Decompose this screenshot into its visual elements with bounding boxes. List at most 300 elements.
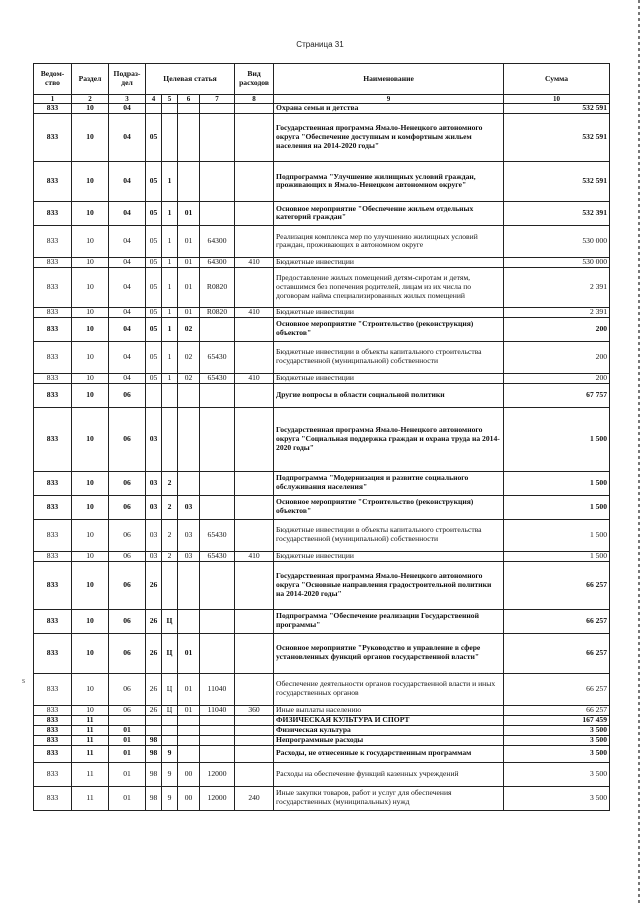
- table-row: [34, 257, 610, 267]
- table-row: [34, 745, 610, 762]
- name-cell: Основное мероприятие "Руководство и управление в сфере установленных функций органов государственной власти": [274, 633, 504, 673]
- direction-cell: [200, 745, 235, 762]
- podrazdel-cell: 06: [109, 495, 146, 519]
- program-cell: 98: [146, 735, 162, 745]
- column-number: 4: [146, 95, 162, 104]
- sum-cell: 2 391: [504, 307, 610, 317]
- subprogram-cell: [162, 561, 178, 609]
- direction-cell: [200, 407, 235, 471]
- vedomstvo-cell: 833: [34, 715, 72, 725]
- program-cell: 05: [146, 161, 162, 201]
- name-cell: Государственная программа Ямало-Ненецкого автономного округа "Социальная поддержка граждан и охрана труда на 2014-2020 годы": [274, 407, 504, 471]
- table-row: [34, 373, 610, 383]
- razdel-cell: 11: [72, 725, 109, 735]
- table-row: [34, 735, 610, 745]
- name-cell: Бюджетные инвестиции: [274, 373, 504, 383]
- program-cell: [146, 383, 162, 407]
- sum-cell: 530 000: [504, 225, 610, 257]
- table-row: [34, 113, 610, 161]
- name-cell: Подпрограмма "Модернизация и развитие социального обслуживания населения": [274, 471, 504, 495]
- program-cell: 26: [146, 673, 162, 705]
- expense-type-cell: [235, 745, 274, 762]
- sum-cell: 200: [504, 373, 610, 383]
- podrazdel-cell: 06: [109, 561, 146, 609]
- activity-cell: 03: [178, 519, 200, 551]
- subprogram-cell: [162, 113, 178, 161]
- name-cell: Бюджетные инвестиции: [274, 257, 504, 267]
- program-cell: 05: [146, 373, 162, 383]
- activity-cell: 02: [178, 341, 200, 373]
- name-cell: Другие вопросы в области социальной политики: [274, 383, 504, 407]
- razdel-cell: 10: [72, 471, 109, 495]
- subprogram-cell: Ц: [162, 633, 178, 673]
- razdel-cell: 10: [72, 317, 109, 341]
- expense-type-cell: [235, 519, 274, 551]
- podrazdel-cell: 04: [109, 373, 146, 383]
- razdel-cell: 10: [72, 373, 109, 383]
- podrazdel-cell: 06: [109, 519, 146, 551]
- header-target-article: Целевая статья: [146, 64, 235, 95]
- vedomstvo-cell: 833: [34, 257, 72, 267]
- table-row: [34, 471, 610, 495]
- podrazdel-cell: [109, 715, 146, 725]
- column-number: 1: [34, 95, 72, 104]
- expense-type-cell: 240: [235, 786, 274, 810]
- direction-cell: [200, 561, 235, 609]
- program-cell: 03: [146, 407, 162, 471]
- sum-cell: 167 459: [504, 715, 610, 725]
- table-row: [34, 705, 610, 715]
- program-cell: [146, 725, 162, 735]
- vedomstvo-cell: 833: [34, 267, 72, 307]
- header-expense-type: Вид расходов: [235, 64, 274, 95]
- table-row: [34, 725, 610, 735]
- vedomstvo-cell: 833: [34, 673, 72, 705]
- column-numbers-row: [34, 95, 610, 104]
- direction-cell: 65430: [200, 341, 235, 373]
- vedomstvo-cell: 833: [34, 762, 72, 786]
- name-cell: Иные выплаты населению: [274, 705, 504, 715]
- program-cell: 05: [146, 317, 162, 341]
- activity-cell: [178, 471, 200, 495]
- direction-cell: [200, 383, 235, 407]
- activity-cell: 02: [178, 373, 200, 383]
- table-row: [34, 495, 610, 519]
- podrazdel-cell: 06: [109, 633, 146, 673]
- razdel-cell: 10: [72, 104, 109, 114]
- name-cell: Охрана семьи и детства: [274, 104, 504, 114]
- activity-cell: 01: [178, 705, 200, 715]
- sum-cell: 66 257: [504, 561, 610, 609]
- table-row: [34, 609, 610, 633]
- podrazdel-cell: 01: [109, 735, 146, 745]
- sum-cell: 532 591: [504, 104, 610, 114]
- program-cell: 98: [146, 786, 162, 810]
- sum-cell: 1 500: [504, 495, 610, 519]
- name-cell: Основное мероприятие "Строительство (реконструкция) объектов": [274, 495, 504, 519]
- subprogram-cell: [162, 715, 178, 725]
- direction-cell: 12000: [200, 762, 235, 786]
- direction-cell: 64300: [200, 225, 235, 257]
- subprogram-cell: 1: [162, 307, 178, 317]
- name-cell: Основное мероприятие "Обеспечение жильем отдельных категорий граждан": [274, 201, 504, 225]
- podrazdel-cell: 04: [109, 104, 146, 114]
- razdel-cell: 10: [72, 561, 109, 609]
- table-row: [34, 341, 610, 373]
- expense-type-cell: [235, 267, 274, 307]
- expense-type-cell: 410: [235, 257, 274, 267]
- expense-type-cell: [235, 225, 274, 257]
- activity-cell: [178, 735, 200, 745]
- vedomstvo-cell: 833: [34, 609, 72, 633]
- direction-cell: R0820: [200, 307, 235, 317]
- expense-type-cell: [235, 735, 274, 745]
- direction-cell: [200, 495, 235, 519]
- vedomstvo-cell: 833: [34, 519, 72, 551]
- sum-cell: 66 257: [504, 633, 610, 673]
- program-cell: 26: [146, 561, 162, 609]
- podrazdel-cell: 06: [109, 705, 146, 715]
- program-cell: 03: [146, 551, 162, 561]
- table-body: [34, 104, 610, 811]
- subprogram-cell: 2: [162, 551, 178, 561]
- razdel-cell: 10: [72, 161, 109, 201]
- vedomstvo-cell: 833: [34, 113, 72, 161]
- vedomstvo-cell: 833: [34, 307, 72, 317]
- subprogram-cell: 1: [162, 201, 178, 225]
- direction-cell: [200, 735, 235, 745]
- budget-table: [33, 63, 610, 811]
- table-row: [34, 307, 610, 317]
- activity-cell: [178, 609, 200, 633]
- sum-cell: 66 257: [504, 609, 610, 633]
- subprogram-cell: 1: [162, 317, 178, 341]
- razdel-cell: 10: [72, 673, 109, 705]
- program-cell: 05: [146, 257, 162, 267]
- subprogram-cell: 9: [162, 745, 178, 762]
- sum-cell: 3 500: [504, 762, 610, 786]
- table-row: [34, 104, 610, 114]
- vedomstvo-cell: 833: [34, 407, 72, 471]
- direction-cell: 11040: [200, 705, 235, 715]
- header-razdel: Раздел: [72, 64, 109, 95]
- podrazdel-cell: 04: [109, 341, 146, 373]
- direction-cell: [200, 715, 235, 725]
- activity-cell: [178, 161, 200, 201]
- subprogram-cell: 2: [162, 495, 178, 519]
- podrazdel-cell: 06: [109, 551, 146, 561]
- subprogram-cell: 1: [162, 341, 178, 373]
- podrazdel-cell: 04: [109, 317, 146, 341]
- activity-cell: [178, 561, 200, 609]
- vedomstvo-cell: 833: [34, 383, 72, 407]
- vedomstvo-cell: 833: [34, 201, 72, 225]
- name-cell: Бюджетные инвестиции в объекты капитального строительства государственной (муниципальной) собственности: [274, 519, 504, 551]
- sum-cell: 66 257: [504, 705, 610, 715]
- activity-cell: [178, 745, 200, 762]
- razdel-cell: 10: [72, 519, 109, 551]
- program-cell: 05: [146, 225, 162, 257]
- vedomstvo-cell: 833: [34, 471, 72, 495]
- margin-mark: ѕ: [22, 676, 26, 685]
- name-cell: Бюджетные инвестиции: [274, 307, 504, 317]
- direction-cell: 65430: [200, 373, 235, 383]
- activity-cell: 01: [178, 257, 200, 267]
- podrazdel-cell: 04: [109, 161, 146, 201]
- sum-cell: 3 500: [504, 745, 610, 762]
- razdel-cell: 10: [72, 407, 109, 471]
- table-row: [34, 673, 610, 705]
- activity-cell: 01: [178, 307, 200, 317]
- expense-type-cell: [235, 104, 274, 114]
- expense-type-cell: 410: [235, 551, 274, 561]
- name-cell: Непрограммные расходы: [274, 735, 504, 745]
- expense-type-cell: [235, 113, 274, 161]
- name-cell: Основное мероприятие "Строительство (реконструкция) объектов": [274, 317, 504, 341]
- direction-cell: 12000: [200, 786, 235, 810]
- column-number: 7: [200, 95, 235, 104]
- program-cell: [146, 104, 162, 114]
- table-row: [34, 633, 610, 673]
- program-cell: 26: [146, 609, 162, 633]
- razdel-cell: 10: [72, 551, 109, 561]
- table-row: [34, 715, 610, 725]
- direction-cell: [200, 609, 235, 633]
- expense-type-cell: [235, 633, 274, 673]
- subprogram-cell: [162, 725, 178, 735]
- table-row: [34, 762, 610, 786]
- program-cell: 03: [146, 519, 162, 551]
- column-number: 9: [274, 95, 504, 104]
- razdel-cell: 11: [72, 786, 109, 810]
- podrazdel-cell: 04: [109, 225, 146, 257]
- razdel-cell: 10: [72, 383, 109, 407]
- podrazdel-cell: 01: [109, 725, 146, 735]
- activity-cell: 00: [178, 762, 200, 786]
- program-cell: [146, 715, 162, 725]
- activity-cell: 03: [178, 551, 200, 561]
- podrazdel-cell: 04: [109, 307, 146, 317]
- razdel-cell: 11: [72, 745, 109, 762]
- activity-cell: 01: [178, 633, 200, 673]
- vedomstvo-cell: 833: [34, 317, 72, 341]
- name-cell: Подпрограмма "Обеспечение реализации Государственной программы": [274, 609, 504, 633]
- sum-cell: 2 391: [504, 267, 610, 307]
- name-cell: Реализация комплекса мер по улучшению жилищных условий граждан, проживающих в автономном округе: [274, 225, 504, 257]
- table-row: [34, 317, 610, 341]
- subprogram-cell: 2: [162, 519, 178, 551]
- podrazdel-cell: 04: [109, 201, 146, 225]
- razdel-cell: 10: [72, 705, 109, 715]
- razdel-cell: 11: [72, 715, 109, 725]
- razdel-cell: 10: [72, 307, 109, 317]
- direction-cell: [200, 201, 235, 225]
- table-row: [34, 383, 610, 407]
- table-row: [34, 407, 610, 471]
- vedomstvo-cell: 833: [34, 786, 72, 810]
- table-row: [34, 561, 610, 609]
- direction-cell: [200, 725, 235, 735]
- table-row: [34, 161, 610, 201]
- column-number: 5: [162, 95, 178, 104]
- name-cell: Предоставление жилых помещений детям-сиротам и детям, оставшимся без попечения родителей, лицам из их числа по договорам найма специализированных жилых помещений: [274, 267, 504, 307]
- header-name: Наименование: [274, 64, 504, 95]
- program-cell: 26: [146, 633, 162, 673]
- vedomstvo-cell: 833: [34, 705, 72, 715]
- name-cell: Государственная программа Ямало-Ненецкого автономного округа "Основные направления градостроительной политики на 2014-2020 годы": [274, 561, 504, 609]
- name-cell: ФИЗИЧЕСКАЯ КУЛЬТУРА И СПОРТ: [274, 715, 504, 725]
- program-cell: 98: [146, 762, 162, 786]
- name-cell: Подпрограмма "Улучшение жилищных условий граждан, проживающих в Ямало-Ненецком автономном округе": [274, 161, 504, 201]
- activity-cell: [178, 715, 200, 725]
- vedomstvo-cell: 833: [34, 373, 72, 383]
- expense-type-cell: [235, 725, 274, 735]
- activity-cell: [178, 113, 200, 161]
- program-cell: 98: [146, 745, 162, 762]
- column-number: 3: [109, 95, 146, 104]
- name-cell: Бюджетные инвестиции: [274, 551, 504, 561]
- vedomstvo-cell: 833: [34, 735, 72, 745]
- sum-cell: 532 391: [504, 201, 610, 225]
- direction-cell: [200, 471, 235, 495]
- subprogram-cell: [162, 383, 178, 407]
- activity-cell: [178, 725, 200, 735]
- razdel-cell: 10: [72, 267, 109, 307]
- razdel-cell: 10: [72, 113, 109, 161]
- name-cell: Расходы, не отнесенные к государственным программам: [274, 745, 504, 762]
- expense-type-cell: [235, 673, 274, 705]
- direction-cell: [200, 317, 235, 341]
- expense-type-cell: [235, 317, 274, 341]
- expense-type-cell: [235, 161, 274, 201]
- subprogram-cell: [162, 735, 178, 745]
- razdel-cell: 10: [72, 609, 109, 633]
- subprogram-cell: 9: [162, 786, 178, 810]
- activity-cell: 01: [178, 673, 200, 705]
- sum-cell: 1 500: [504, 407, 610, 471]
- activity-cell: 00: [178, 786, 200, 810]
- razdel-cell: 10: [72, 257, 109, 267]
- subprogram-cell: 1: [162, 373, 178, 383]
- vedomstvo-cell: 833: [34, 561, 72, 609]
- razdel-cell: 10: [72, 201, 109, 225]
- sum-cell: 1 500: [504, 471, 610, 495]
- page-number: Страница 31: [296, 40, 344, 49]
- vedomstvo-cell: 833: [34, 725, 72, 735]
- expense-type-cell: [235, 383, 274, 407]
- subprogram-cell: Ц: [162, 609, 178, 633]
- direction-cell: R0820: [200, 267, 235, 307]
- program-cell: 03: [146, 471, 162, 495]
- podrazdel-cell: 06: [109, 383, 146, 407]
- expense-type-cell: 360: [235, 705, 274, 715]
- direction-cell: [200, 633, 235, 673]
- program-cell: 05: [146, 267, 162, 307]
- subprogram-cell: 1: [162, 161, 178, 201]
- direction-cell: 11040: [200, 673, 235, 705]
- podrazdel-cell: 01: [109, 786, 146, 810]
- podrazdel-cell: 06: [109, 673, 146, 705]
- subprogram-cell: 1: [162, 225, 178, 257]
- razdel-cell: 11: [72, 735, 109, 745]
- vedomstvo-cell: 833: [34, 341, 72, 373]
- expense-type-cell: 410: [235, 373, 274, 383]
- name-cell: Обеспечение деятельности органов государственной власти и иных государственных органов: [274, 673, 504, 705]
- sum-cell: 1 500: [504, 519, 610, 551]
- column-number: 6: [178, 95, 200, 104]
- expense-type-cell: [235, 201, 274, 225]
- vedomstvo-cell: 833: [34, 745, 72, 762]
- expense-type-cell: [235, 407, 274, 471]
- vedomstvo-cell: 833: [34, 495, 72, 519]
- sum-cell: 3 500: [504, 725, 610, 735]
- subprogram-cell: 9: [162, 762, 178, 786]
- table-row: [34, 225, 610, 257]
- direction-cell: [200, 113, 235, 161]
- expense-type-cell: [235, 715, 274, 725]
- activity-cell: 02: [178, 317, 200, 341]
- subprogram-cell: 1: [162, 267, 178, 307]
- name-cell: Расходы на обеспечение функций казенных учреждений: [274, 762, 504, 786]
- podrazdel-cell: 01: [109, 745, 146, 762]
- sum-cell: 532 591: [504, 113, 610, 161]
- razdel-cell: 10: [72, 225, 109, 257]
- direction-cell: 65430: [200, 551, 235, 561]
- vedomstvo-cell: 833: [34, 161, 72, 201]
- razdel-cell: 10: [72, 633, 109, 673]
- vedomstvo-cell: 833: [34, 551, 72, 561]
- table-row: [34, 551, 610, 561]
- sum-cell: 200: [504, 341, 610, 373]
- subprogram-cell: [162, 104, 178, 114]
- header-podrazdel: Подраз-дел: [109, 64, 146, 95]
- sum-cell: 1 500: [504, 551, 610, 561]
- sum-cell: 532 591: [504, 161, 610, 201]
- vedomstvo-cell: 833: [34, 104, 72, 114]
- razdel-cell: 10: [72, 341, 109, 373]
- sum-cell: 67 757: [504, 383, 610, 407]
- sum-cell: 3 500: [504, 786, 610, 810]
- column-number: 2: [72, 95, 109, 104]
- program-cell: 05: [146, 307, 162, 317]
- name-cell: Государственная программа Ямало-Ненецкого автономного округа "Обеспечение доступным и комфортным жильем населения на 2014-2020 годы": [274, 113, 504, 161]
- podrazdel-cell: 04: [109, 257, 146, 267]
- podrazdel-cell: 06: [109, 407, 146, 471]
- vedomstvo-cell: 833: [34, 633, 72, 673]
- program-cell: 05: [146, 201, 162, 225]
- table-row: [34, 201, 610, 225]
- activity-cell: 01: [178, 201, 200, 225]
- header-sum: Сумма: [504, 64, 610, 95]
- expense-type-cell: [235, 341, 274, 373]
- program-cell: 26: [146, 705, 162, 715]
- sum-cell: 3 500: [504, 735, 610, 745]
- expense-type-cell: [235, 495, 274, 519]
- subprogram-cell: Ц: [162, 673, 178, 705]
- activity-cell: 01: [178, 267, 200, 307]
- expense-type-cell: 410: [235, 307, 274, 317]
- name-cell: Физическая культура: [274, 725, 504, 735]
- column-number: 8: [235, 95, 274, 104]
- name-cell: Бюджетные инвестиции в объекты капитального строительства государственной (муниципальной) собственности: [274, 341, 504, 373]
- podrazdel-cell: 01: [109, 762, 146, 786]
- razdel-cell: 11: [72, 762, 109, 786]
- sum-cell: 200: [504, 317, 610, 341]
- program-cell: 05: [146, 113, 162, 161]
- sum-cell: 66 257: [504, 673, 610, 705]
- expense-type-cell: [235, 471, 274, 495]
- sum-cell: 530 000: [504, 257, 610, 267]
